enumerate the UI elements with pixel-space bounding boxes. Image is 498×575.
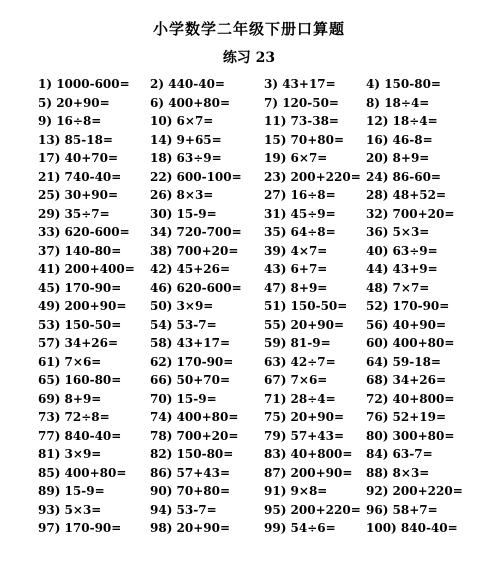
problem-item: 13) 85-18=: [38, 132, 113, 147]
exercise-subtitle: 练习 23: [222, 50, 276, 66]
page-title: 小学数学二年级下册口算题: [152, 20, 345, 38]
problem-item: 59) 81-9=: [264, 336, 331, 350]
problem-item: 77) 840-40=: [38, 428, 122, 443]
problem-item: 25) 30+90=: [38, 188, 119, 202]
problem-item: 20) 8+9=: [366, 151, 430, 165]
problem-item: 41) 200+400=: [38, 262, 135, 276]
problem-item: 8) 18÷4=: [366, 95, 430, 110]
problem-item: 53) 150-50=: [38, 317, 122, 332]
problem-item: 91) 9×8=: [264, 484, 328, 498]
problem-item: 62) 170-90=: [150, 354, 234, 369]
problem-row: [0, 205, 498, 223]
problem-item: 66) 50+70=: [150, 373, 231, 387]
problem-row: [0, 94, 498, 112]
problem-item: 49) 200+90=: [38, 299, 127, 313]
problem-item: 84) 63-7=: [366, 447, 433, 461]
problem-item: 37) 140-80=: [38, 243, 122, 258]
problem-item: 39) 4×7=: [264, 243, 328, 258]
problem-item: 98) 20+90=: [150, 521, 231, 535]
problem-item: 87) 200+90=: [264, 465, 353, 480]
problem-item: 61) 7×6=: [38, 354, 102, 369]
problem-item: 94) 53-7=: [150, 502, 217, 517]
problem-item: 30) 15-9=: [150, 206, 217, 221]
problem-item: 9) 16÷8=: [38, 114, 102, 128]
problem-row: [0, 408, 498, 426]
problem-item: 7) 120-50=: [264, 95, 339, 110]
problem-item: 92) 200+220=: [366, 484, 463, 498]
problem-item: 97) 170-90=: [38, 521, 122, 535]
problem-row: [0, 75, 498, 93]
problem-item: 14) 9+65=: [150, 132, 222, 147]
problem-row: [0, 445, 498, 463]
problem-row: [0, 279, 498, 297]
problem-item: 45) 170-90=: [38, 280, 122, 295]
problem-row: [0, 168, 498, 186]
problem-row: [0, 464, 498, 482]
problem-item: 15) 70+80=: [264, 132, 345, 147]
problem-row: [0, 501, 498, 519]
problem-item: 29) 35÷7=: [38, 206, 110, 221]
problem-item: 3) 43+17=: [264, 77, 336, 91]
problem-item: 16) 46-8=: [366, 132, 433, 147]
problem-row: [0, 131, 498, 149]
problem-item: 71) 28÷4=: [264, 391, 336, 406]
problem-item: 46) 620-600=: [150, 280, 242, 295]
problem-item: 1) 1000-600=: [38, 77, 130, 91]
problem-item: 80) 300+80=: [366, 428, 455, 443]
problem-item: 58) 43+17=: [150, 336, 231, 350]
problem-item: 12) 18÷4=: [366, 114, 438, 128]
problem-item: 23) 200+220=: [264, 169, 361, 184]
problem-item: 78) 700+20=: [150, 428, 239, 443]
problem-item: 26) 8×3=: [150, 188, 214, 202]
problem-item: 32) 700+20=: [366, 206, 455, 221]
problem-item: 75) 20+90=: [264, 410, 345, 424]
problem-row: [0, 353, 498, 371]
problem-item: 70) 15-9=: [150, 391, 217, 406]
problem-item: 63) 42÷7=: [264, 354, 336, 369]
problem-row: [0, 260, 498, 278]
problem-item: 76) 52+19=: [366, 410, 447, 424]
problem-item: 40) 63÷9=: [366, 243, 438, 258]
problem-item: 52) 170-90=: [366, 299, 450, 313]
problem-item: 68) 34+26=: [366, 373, 447, 387]
problem-row: [0, 427, 498, 445]
problem-item: 95) 200+220=: [264, 502, 361, 517]
problem-item: 19) 6×7=: [264, 151, 328, 165]
problem-item: 21) 740-40=: [38, 169, 122, 184]
problem-item: 64) 59-18=: [366, 354, 441, 369]
problem-item: 47) 8+9=: [264, 280, 328, 295]
problem-item: 2) 440-40=: [150, 77, 225, 91]
problem-item: 73) 72÷8=: [38, 410, 110, 424]
problem-item: 4) 150-80=: [366, 77, 441, 91]
problem-row: [0, 316, 498, 334]
problem-item: 55) 20+90=: [264, 317, 345, 332]
problem-item: 27) 16÷8=: [264, 188, 336, 202]
problem-item: 28) 48+52=: [366, 188, 447, 202]
problem-item: 72) 40+800=: [366, 391, 455, 406]
problem-row: [0, 186, 498, 204]
problem-item: 5) 20+90=: [38, 95, 110, 110]
problem-row: [0, 223, 498, 241]
problem-item: 10) 6×7=: [150, 114, 214, 128]
problem-item: 99) 54÷6=: [264, 521, 336, 535]
problem-item: 33) 620-600=: [38, 225, 130, 239]
problem-item: 83) 40+800=: [264, 447, 353, 461]
problem-item: 22) 600-100=: [150, 169, 242, 184]
problem-item: 85) 400+80=: [38, 465, 127, 480]
problem-item: 96) 58+7=: [366, 502, 438, 517]
problem-item: 11) 73-38=: [264, 114, 339, 128]
problem-item: 60) 400+80=: [366, 336, 455, 350]
problem-item: 74) 400+80=: [150, 410, 239, 424]
problem-item: 69) 8+9=: [38, 391, 102, 406]
problem-item: 100) 840-40=: [366, 521, 458, 535]
problem-item: 42) 45+26=: [150, 262, 231, 276]
problem-item: 31) 45÷9=: [264, 206, 336, 221]
problem-item: 93) 5×3=: [38, 502, 102, 517]
problem-item: 56) 40+90=: [366, 317, 447, 332]
problem-row: [0, 297, 498, 315]
problem-item: 89) 15-9=: [38, 484, 105, 498]
problem-item: 90) 70+80=: [150, 484, 231, 498]
problem-row: [0, 390, 498, 408]
problem-row: [0, 371, 498, 389]
problem-item: 65) 160-80=: [38, 373, 122, 387]
problem-item: 6) 400+80=: [150, 95, 231, 110]
problem-item: 35) 64÷8=: [264, 225, 336, 239]
problem-item: 34) 720-700=: [150, 225, 242, 239]
problem-item: 17) 40+70=: [38, 151, 119, 165]
problem-item: 82) 150-80=: [150, 447, 234, 461]
problem-row: [0, 334, 498, 352]
problem-row: [0, 112, 498, 130]
problem-item: 79) 57+43=: [264, 428, 345, 443]
problem-item: 24) 86-60=: [366, 169, 441, 184]
problem-item: 36) 5×3=: [366, 225, 430, 239]
problem-item: 88) 8×3=: [366, 465, 430, 480]
problem-row: [0, 242, 498, 260]
problem-item: 57) 34+26=: [38, 336, 119, 350]
problem-item: 44) 43+9=: [366, 262, 438, 276]
problem-item: 43) 6+7=: [264, 262, 328, 276]
problem-row: [0, 149, 498, 167]
problem-item: 67) 7×6=: [264, 373, 328, 387]
problem-item: 51) 150-50=: [264, 299, 348, 313]
problem-item: 48) 7×7=: [366, 280, 430, 295]
problem-item: 54) 53-7=: [150, 317, 217, 332]
problem-item: 50) 3×9=: [150, 299, 214, 313]
problem-row: [0, 519, 498, 537]
problem-item: 86) 57+43=: [150, 465, 231, 480]
problem-row: [0, 482, 498, 500]
problem-item: 18) 63÷9=: [150, 151, 222, 165]
problem-item: 38) 700+20=: [150, 243, 239, 258]
problem-item: 81) 3×9=: [38, 447, 102, 461]
